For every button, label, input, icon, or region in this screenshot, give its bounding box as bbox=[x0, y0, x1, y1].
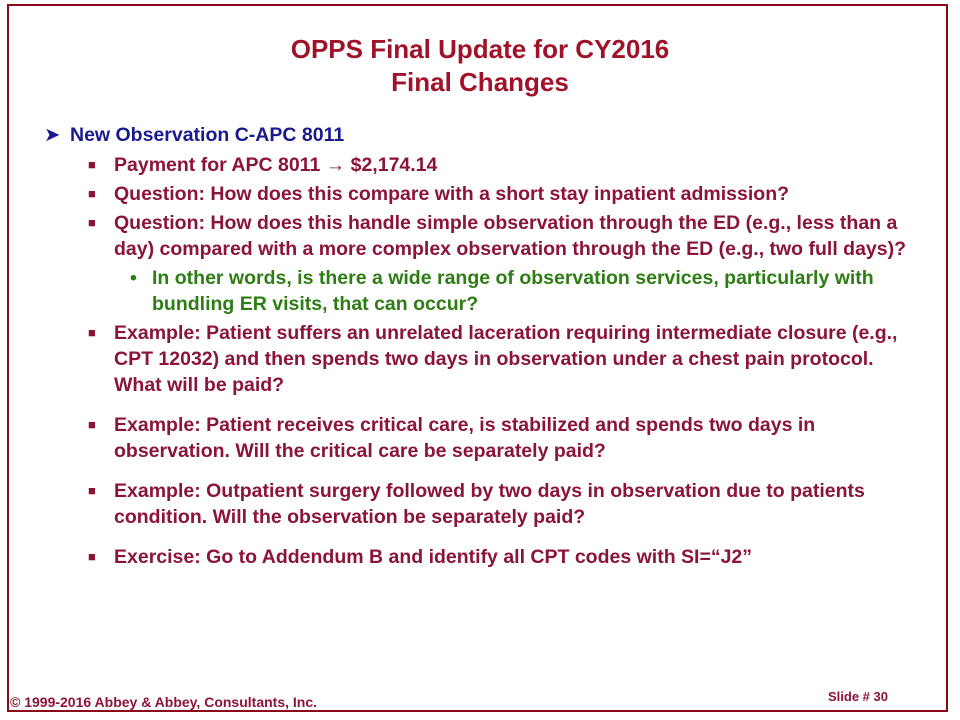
title-line-2: Final Changes bbox=[391, 67, 569, 97]
square-bullet-icon: ■ bbox=[88, 215, 96, 230]
sub-bullet-item bbox=[44, 265, 924, 317]
square-bullet-icon: ■ bbox=[88, 417, 96, 432]
bullet-text: Question: How does this handle simple observation through the ED (e.g., less than a day) compared with a more complex observation through the ED (e.g., two full days)? bbox=[114, 212, 907, 260]
bullet-item bbox=[44, 544, 924, 570]
square-bullet-icon: ■ bbox=[88, 549, 96, 564]
heading-bullet bbox=[44, 122, 924, 148]
bullet-item bbox=[44, 320, 924, 398]
title-line-1: OPPS Final Update for CY2016 bbox=[290, 34, 670, 64]
bullet-text: Exercise: Go to Addendum B and identify all CPT codes with SI=“J2” bbox=[114, 546, 753, 568]
copyright-footer: © 1999-2016 Abbey & Abbey, Consultants, Inc. bbox=[10, 694, 317, 710]
arrow-bullet-icon: ➤ bbox=[44, 124, 61, 146]
sub-bullet-text: In other words, is there a wide range of observation services, particularly with bundling ER visits, that can occur? bbox=[152, 267, 874, 315]
bullet-item bbox=[44, 210, 924, 262]
bullet-text: Question: How does this compare with a short stay inpatient admission? bbox=[114, 183, 790, 205]
bullet-text: Example: Outpatient surgery followed by two days in observation due to patients condition. Will the observation be separately paid? bbox=[114, 480, 865, 528]
bullet-text: Example: Patient receives critical care, is stabilized and spends two days in observation. Will the critical care be separately paid? bbox=[114, 414, 816, 462]
heading-bullet-text: New Observation C-APC 8011 bbox=[70, 124, 345, 146]
bullet-item bbox=[44, 412, 924, 464]
bullet-item bbox=[44, 181, 924, 207]
bullet-item bbox=[44, 478, 924, 530]
square-bullet-icon: ■ bbox=[88, 157, 96, 172]
bullet-text: Example: Patient suffers an unrelated laceration requiring intermediate closure (e.g., CPT 12032) and then spends two days in observation under a chest pain protocol. What will be paid? bbox=[114, 322, 898, 396]
square-bullet-icon: ■ bbox=[88, 483, 96, 498]
slide-content bbox=[44, 122, 924, 573]
bullet-item bbox=[44, 152, 924, 178]
bullet-text: Payment for APC 8011 → $2,174.14 bbox=[114, 154, 438, 176]
slide-title bbox=[0, 33, 960, 99]
slide-number: Slide # 30 bbox=[828, 689, 888, 704]
square-bullet-icon: ■ bbox=[88, 325, 96, 340]
dot-bullet-icon: • bbox=[130, 267, 137, 289]
square-bullet-icon: ■ bbox=[88, 186, 96, 201]
